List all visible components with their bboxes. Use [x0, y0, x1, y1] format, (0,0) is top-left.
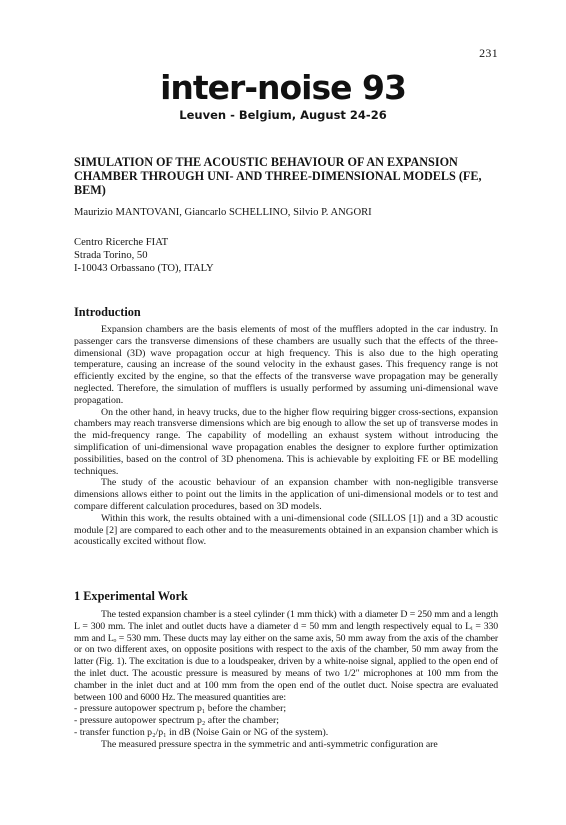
list-item: - pressure autopower spectrum p₂ after the chamber;	[74, 715, 279, 727]
list-item: - transfer function p₂/p₁ in dB (Noise Gain or NG of the system).	[74, 726, 329, 738]
body-paragraph: Expansion chambers are the basis elements of most of the mufflers adopted in the car industry. In passenger cars the transverse dimensions of these chambers are usually such that the effects of the three-dimensional (3D) wave propagation occur at high frequency. This is also due to the high operating temperature, causing an increase of the sound velocity in the exhaust gases. This frequency range is not efficiently excited by the engine, so that the effects of the transverse wave propagation may be generally neglected. Therefore, the simulation of mufflers is usually performed by assuming uni-dimensional wave propagation.	[74, 324, 498, 406]
section-heading-experimental: 1 Experimental Work	[74, 589, 188, 603]
conference-subtitle: Leuven - Belgium, August 24-26	[179, 108, 387, 122]
conference-logo: inter-noise 93	[160, 68, 406, 107]
introduction-body	[74, 324, 498, 548]
body-paragraph: Within this work, the results obtained with a uni-dimensional code (SILLOS [1]) and a 3D acoustic module [2] are compared to each other and to the measurements obtained in an expansion chamber which is acoustically excited without flow.	[74, 512, 498, 548]
paper-title: SIMULATION OF THE ACOUSTIC BEHAVIOUR OF AN EXPANSION CHAMBER THROUGH UNI- AND THREE-DIMENSIONAL MODELS (FE, BEM)	[74, 155, 482, 197]
affiliation-line: Strada Torino, 50	[74, 250, 148, 262]
body-paragraph: The tested expansion chamber is a steel cylinder (1 mm thick) with a diameter D = 250 mm and a length L = 300 mm. The inlet and outlet ducts have a diameter d = 50 mm and length respectively equal to Lᵢ = 330 mm and Lₒ = 530 mm. These ducts may lay either on the same axis, 50 mm away from the axis of the chamber or on two different axes, on opposite positions with respect to the axis of the chamber, 50 mm away from the latter (Fig. 1). The excitation is due to a loudspeaker, driven by a white-noise signal, applied to the open end of the inlet duct. The acoustic pressure is measured by means of two 1/2" microphones at 100 mm from the chamber in the inlet duct and at 100 mm from the open end of the outlet duct. Noise spectra are evaluated between 100 and 6000 Hz. The measured quantities are:	[74, 609, 498, 703]
body-paragraph: The study of the acoustic behaviour of an expansion chamber with non-negligible transverse dimensions allows either to point out the limits in the application of uni-dimensional models or to test and compare different calculation procedures, based on 3D models.	[74, 477, 498, 512]
list-item: - pressure autopower spectrum p₁ before the chamber;	[74, 703, 287, 715]
affiliation-line: Centro Ricerche FIAT	[74, 237, 169, 248]
page-number: 231	[479, 46, 498, 60]
author-list: Maurizio MANTOVANI, Giancarlo SCHELLINO, Silvio P. ANGORI	[74, 207, 372, 218]
body-paragraph: On the other hand, in heavy trucks, due to the higher flow requiring bigger cross-sections, expansion chambers may reach transverse dimensions which are big enough to allow the set up of transverse modes in the mid-frequency range. The capability of modelling an exhaust system without introducing the simplification of uni-dimensional wave propagation enables the designer to explore further optimization possibilities, based on the control of 3D phenomena. This is achievable by exploiting FE or BE modelling techniques.	[74, 406, 498, 477]
body-paragraph-continued: The measured pressure spectra in the symmetric and anti-symmetric configuration are	[101, 738, 438, 750]
section-heading-introduction: Introduction	[74, 305, 141, 319]
experimental-body	[74, 609, 498, 751]
affiliation	[74, 236, 504, 276]
affiliation-line: I-10043 Orbassano (TO), ITALY	[74, 263, 214, 275]
